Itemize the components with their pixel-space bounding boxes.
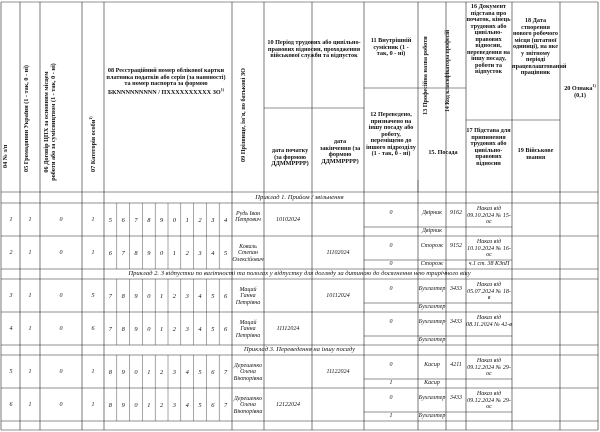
category-code: 6: [91, 325, 95, 332]
header-08-note: 1): [220, 86, 225, 92]
citizen-flag: 1: [28, 325, 32, 332]
header-18: 18 Дата створення нового робочого місця (штатної одиниці), на яке у звітному періоді працевлаштований працівник: [512, 17, 567, 76]
category-code: 1: [91, 249, 95, 256]
id-digit: 6: [223, 292, 228, 300]
id-digit: 1: [159, 325, 164, 333]
id-digit: 3: [198, 249, 202, 257]
id-digit: 2: [172, 325, 176, 333]
internal-flag: 0: [389, 394, 393, 401]
position-2: Сторож: [420, 261, 444, 267]
citizen-flag: 1: [28, 401, 32, 408]
id-digit: 0: [147, 292, 151, 300]
header-20-suffix: (0,1): [574, 91, 586, 99]
id-digit: 3: [211, 216, 215, 224]
header-15: 15. Посада: [428, 149, 458, 156]
id-digit: 0: [134, 368, 138, 376]
id-digit: 8: [108, 368, 112, 376]
profession-code: 4211: [450, 361, 462, 368]
header-08: [104, 68, 228, 96]
header-20-note: 1): [592, 83, 596, 88]
id-digit: 4: [223, 216, 228, 224]
id-digit: 8: [134, 249, 138, 257]
internal-flag: 0: [389, 242, 393, 249]
id-digit: 2: [172, 292, 176, 300]
section-title: Приклад 3. Переведення на іншу посаду: [243, 346, 356, 353]
header-16: 16 Документ підстава про початок, кінець трудових або цивільно-правових відносин, переведення на іншу посаду, роботи та відпусток: [466, 3, 511, 75]
id-digit: 4: [198, 292, 202, 300]
id-digit: 2: [159, 401, 164, 409]
header-10-start: дата початку (за формою ДДММРРРР): [271, 147, 309, 167]
id-digit: 4: [185, 401, 189, 409]
id-digit: 7: [223, 401, 228, 409]
basis-document: Наказ від 05.07.2024 № 18-в: [467, 282, 511, 302]
id-digit: 1: [147, 368, 151, 376]
id-digit: 0: [134, 401, 138, 409]
row-number: 3: [9, 292, 13, 299]
profession-code: 3433: [450, 394, 462, 401]
header-07: [89, 116, 97, 172]
profession-code: 9152: [450, 242, 462, 249]
id-digit: 9: [147, 249, 151, 257]
basis-document: Наказ від 09.12.2024 № 29-ос: [467, 358, 511, 378]
position: Касир: [424, 361, 440, 368]
id-digit: 7: [108, 292, 112, 300]
basis-document: Наказ від 09.10.2024 № 15-ос: [467, 206, 511, 226]
header-07-note: 1): [88, 116, 93, 120]
basis-document: Наказ від 10.10.2024 № 16-ос: [467, 239, 511, 259]
gph-flag: 0: [59, 325, 63, 332]
period-end: 10112024: [326, 292, 350, 299]
position: Двірник: [422, 209, 442, 216]
id-digit: 3: [185, 292, 189, 300]
id-digit: 9: [121, 401, 125, 409]
position-2: Двірник: [422, 228, 442, 234]
citizen-flag: 1: [28, 368, 32, 375]
id-digit: 0: [147, 325, 151, 333]
internal-flag: 0: [389, 318, 393, 325]
full-name: Мацай Ганна Петрівна: [235, 286, 261, 306]
id-digit: 2: [198, 216, 202, 224]
id-digit: 5: [108, 216, 112, 224]
row-number: 6: [9, 401, 13, 408]
header-08-format-line: [104, 88, 228, 97]
internal-flag-2: 1: [389, 380, 393, 386]
id-digit: 6: [121, 216, 125, 224]
id-digit: 9: [134, 292, 138, 300]
internal-flag: 0: [389, 361, 393, 368]
id-digit: 4: [211, 249, 215, 257]
position-2: Бухгалтер: [418, 413, 446, 419]
gph-flag: 0: [59, 368, 63, 375]
position: Бухгалтер: [418, 394, 446, 401]
id-digit: 4: [198, 325, 202, 333]
period-end: 11102024: [326, 249, 350, 256]
header-05: 05 Громадянин України (1 - так, 0 - ні): [23, 65, 30, 172]
internal-flag-2: 1: [389, 413, 393, 419]
termination-basis: ч.1 ст. 38 КЗпП: [468, 261, 510, 267]
position: Бухгалтер: [418, 318, 446, 325]
position: Сторож: [420, 242, 444, 249]
id-digit: 6: [223, 325, 228, 333]
id-digit: 7: [108, 325, 112, 333]
id-digit: 7: [134, 216, 138, 224]
period-end: 11122024: [326, 368, 350, 375]
id-digit: 1: [172, 249, 176, 257]
position: Бухгалтер: [418, 285, 446, 292]
period-start: 12122024: [276, 401, 300, 408]
full-name: Рудь Іван Петрович: [235, 210, 261, 224]
section-title: Приклад 1. Прийом / звільнення: [255, 194, 344, 201]
id-digit: 5: [211, 292, 215, 300]
id-digit: 8: [147, 216, 151, 224]
header-06-text: 06 Договір ЦПХ за основним місцем роботи або за сумісництвом (1 - так, 0 - ні): [43, 63, 58, 181]
id-digit: 0: [159, 249, 164, 257]
id-digit: 7: [223, 368, 228, 376]
id-digit: 5: [211, 325, 215, 333]
id-digit: 9: [134, 325, 138, 333]
id-digit: 3: [185, 325, 189, 333]
header-09: 09 Прізвище, ім'я, по батькові ЗО: [240, 68, 247, 162]
id-digit: 2: [159, 368, 164, 376]
id-digit: 1: [147, 401, 151, 409]
position-2: Бухгалтер: [418, 337, 446, 343]
gph-flag: 0: [59, 401, 63, 408]
header-14: 14 Код класифікатора професій: [445, 29, 451, 112]
basis-document: Наказ від 09.12.2024 № 29-ос: [467, 391, 511, 411]
id-digit: 5: [223, 249, 228, 257]
id-digit: 7: [121, 249, 125, 257]
id-digit: 3: [172, 368, 176, 376]
full-name: Дерешенко Олена Вікторівна: [233, 362, 263, 382]
header-12: 12 Переведено, призначено на іншу посаду або роботу, переміщено до іншого підрозділу (1 - так, 0 - ні): [366, 111, 416, 157]
citizen-flag: 1: [28, 292, 32, 299]
header-20-text: 20 Ознака: [564, 85, 593, 93]
internal-flag: 0: [389, 285, 393, 292]
citizen-flag: 1: [28, 216, 32, 223]
id-digit: 9: [159, 216, 164, 224]
row-number: 2: [9, 249, 13, 256]
section-title: Приклад 2. З відпустки по вагітності та пологах у відпустку для догляду за дитиною до досягнення нею трирічного віку: [128, 270, 471, 277]
profession-code: 3433: [450, 285, 462, 292]
category-code: 1: [91, 368, 95, 375]
full-name: Дерешенко Олена Вікторівна: [233, 395, 263, 415]
header-04: 04 № з/п: [2, 144, 9, 168]
header-10: 10 Період трудових або цивільно-правових відносин, проходження військової служби та відпусток: [267, 39, 361, 59]
id-digit: 0: [172, 216, 176, 224]
id-digit: 2: [185, 249, 189, 257]
row-number: 1: [9, 216, 13, 223]
id-digit: 3: [172, 401, 176, 409]
id-digit: 8: [121, 292, 125, 300]
header-11: 11 Внутрішній сумісник (1 - так, 0 - ні): [370, 37, 412, 57]
period-start: 10102024: [276, 216, 300, 223]
id-digit: 4: [185, 368, 189, 376]
category-code: 5: [91, 292, 95, 299]
header-19: 19 Військове звання: [517, 147, 554, 161]
header-13: 13 Професійна назва роботи: [422, 36, 429, 115]
citizen-flag: 1: [28, 249, 32, 256]
row-number: 5: [9, 368, 13, 375]
id-digit: 6: [211, 368, 215, 376]
internal-flag-2: 0: [389, 261, 393, 267]
basis-document: Наказ від 08.11.2024 № 42-в: [466, 315, 512, 328]
full-name: Коваль Степан Олексійович: [232, 243, 264, 263]
id-digit: 1: [159, 292, 164, 300]
profession-code: 3433: [450, 318, 462, 325]
header-20: [560, 84, 600, 99]
id-digit: 8: [108, 401, 112, 409]
id-digit: 6: [211, 401, 215, 409]
id-digit: 9: [121, 368, 125, 376]
category-code: 1: [91, 401, 95, 408]
position-2: Бухгалтер: [418, 304, 446, 310]
full-name: Мацай Ганна Петрівна: [235, 319, 261, 339]
row-number: 4: [9, 325, 13, 332]
internal-flag: 0: [389, 209, 393, 216]
id-digit: 1: [185, 216, 189, 224]
id-digit: 5: [198, 368, 202, 376]
position-2: Касир: [424, 380, 440, 386]
header-10-end: дата закінчення (за формою ДДММРРРР): [319, 138, 361, 165]
gph-flag: 0: [59, 249, 63, 256]
gph-flag: 0: [59, 216, 63, 223]
period-start: 11112024: [276, 325, 300, 332]
id-digit: 5: [198, 401, 202, 409]
gph-flag: 0: [59, 292, 63, 299]
profession-code: 9162: [450, 209, 462, 216]
header-08-title: 08 Реєстраційний номер облікової картки платника податків або серія (за наявності) та номер паспорта за формою: [106, 67, 226, 87]
header-06: [43, 62, 57, 182]
header-07-text: 07 Категорія особи: [90, 119, 98, 172]
id-digit: 8: [121, 325, 125, 333]
id-digit: 6: [108, 249, 112, 257]
header-08-format: БКNNNNNNNNN / ПХХХХХХХХХХ ЗО: [107, 88, 221, 96]
category-code: 1: [91, 216, 95, 223]
header-17: 17 Підстава для припинення трудових або цивільно-правових відносин: [466, 127, 511, 167]
